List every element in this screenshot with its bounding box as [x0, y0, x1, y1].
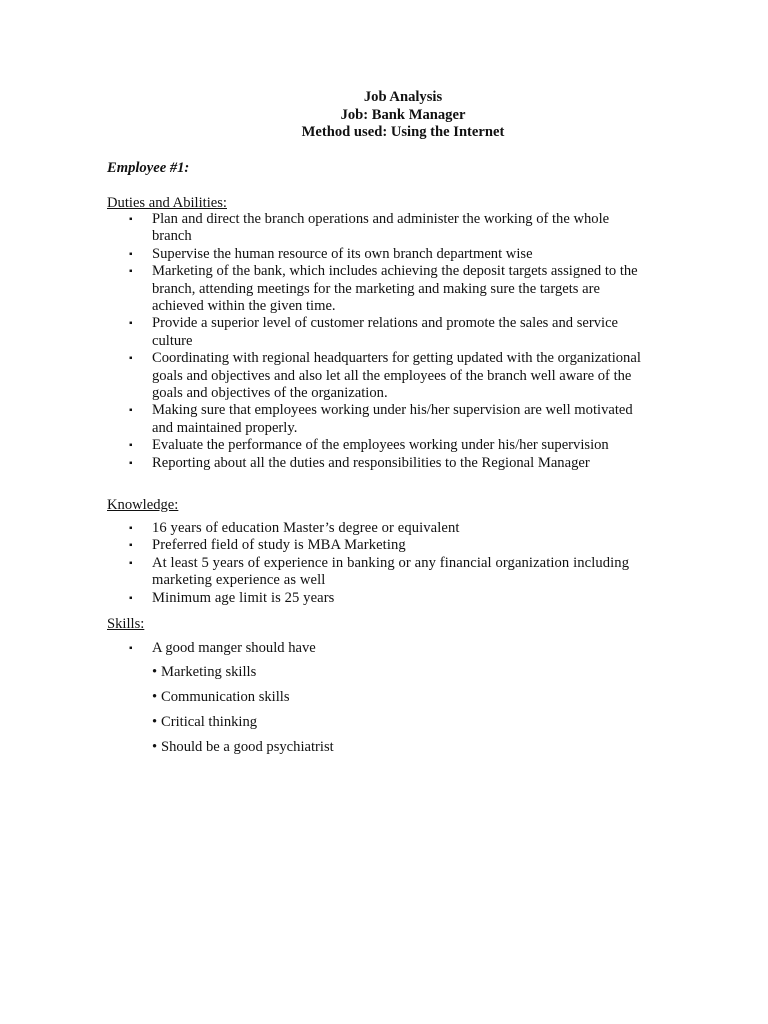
list-item [0, 402, 652, 437]
list-item [0, 555, 652, 590]
square-bullet-icon: ▪ [129, 523, 133, 534]
list-item [0, 315, 652, 350]
duty-text: Marketing of the bank, which includes achieving the deposit targets assigned to the branch, attending meetings for the marketing and making sure the targets are achieved within the given time. [152, 263, 638, 315]
square-bullet-icon: ▪ [129, 318, 133, 330]
square-bullet-icon: ▪ [129, 440, 133, 452]
skill-text: Communication skills [161, 689, 290, 705]
list-item [0, 437, 652, 454]
duty-text: Plan and direct the branch operations and administer the working of the whole branch [152, 211, 610, 245]
document-heading [0, 89, 768, 142]
duty-text: Supervise the human resource of its own branch department wise [152, 245, 533, 262]
employee-label: Employee #1: [107, 160, 190, 176]
square-bullet-icon: ▪ [129, 353, 133, 365]
square-bullet-icon: ▪ [129, 248, 133, 260]
list-item [152, 689, 334, 714]
round-bullet-icon: • [152, 714, 158, 730]
skills-sublist [152, 664, 334, 764]
round-bullet-icon: • [152, 664, 158, 680]
heading-title: Job Analysis [363, 89, 443, 105]
skills-intro-text: A good manger should have [152, 640, 316, 656]
square-bullet-icon: ▪ [129, 557, 133, 569]
knowledge-text: 16 years of education Master’s degree or equivalent [152, 520, 460, 536]
list-item [0, 211, 652, 246]
square-bullet-icon: ▪ [129, 592, 133, 604]
heading-job: Job: Bank Manager [340, 106, 466, 123]
duties-list [0, 211, 652, 472]
square-bullet-icon: ▪ [129, 214, 133, 225]
duties-title: Duties and Abilities: [107, 195, 227, 211]
knowledge-title: Knowledge: [107, 497, 179, 513]
list-item [0, 520, 652, 537]
duty-text: Provide a superior level of customer relations and promote the sales and service culture [152, 315, 619, 349]
duty-text: Coordinating with regional headquarters for getting updated with the organizational goals and objectives and also let all the employees of the branch well aware of the goals and objectives of the organization. [152, 350, 641, 402]
list-item [0, 537, 652, 554]
list-item [0, 455, 652, 472]
square-bullet-icon: ▪ [129, 540, 133, 552]
list-item [0, 590, 652, 607]
list-item [0, 246, 652, 263]
skill-text: Should be a good psychiatrist [161, 739, 334, 755]
square-bullet-icon: ▪ [129, 405, 133, 417]
round-bullet-icon: • [152, 689, 158, 705]
list-item [0, 350, 652, 402]
knowledge-list [0, 520, 652, 607]
square-bullet-icon: ▪ [129, 457, 133, 469]
knowledge-text: At least 5 years of experience in banking or any financial organization including marketing experience as well [152, 554, 630, 589]
list-item [152, 739, 334, 764]
knowledge-text: Preferred field of study is MBA Marketing [152, 537, 406, 554]
skill-text: Marketing skills [161, 664, 257, 680]
skills-title: Skills: [107, 616, 145, 632]
list-item [152, 714, 334, 739]
square-bullet-icon: ▪ [129, 266, 133, 278]
duty-text: Evaluate the performance of the employees working under his/her supervision [152, 437, 609, 454]
list-item [0, 263, 652, 315]
round-bullet-icon: • [152, 739, 158, 755]
heading-method: Method used: Using the Internet [301, 124, 505, 141]
list-item [152, 664, 334, 689]
skill-text: Critical thinking [161, 714, 258, 730]
knowledge-text: Minimum age limit is 25 years [152, 589, 335, 606]
square-bullet-icon: ▪ [129, 643, 133, 654]
duty-text: Reporting about all the duties and responsibilities to the Regional Manager [152, 454, 590, 471]
duty-text: Making sure that employees working under his/her supervision are well motivated and maintained properly. [152, 402, 633, 436]
